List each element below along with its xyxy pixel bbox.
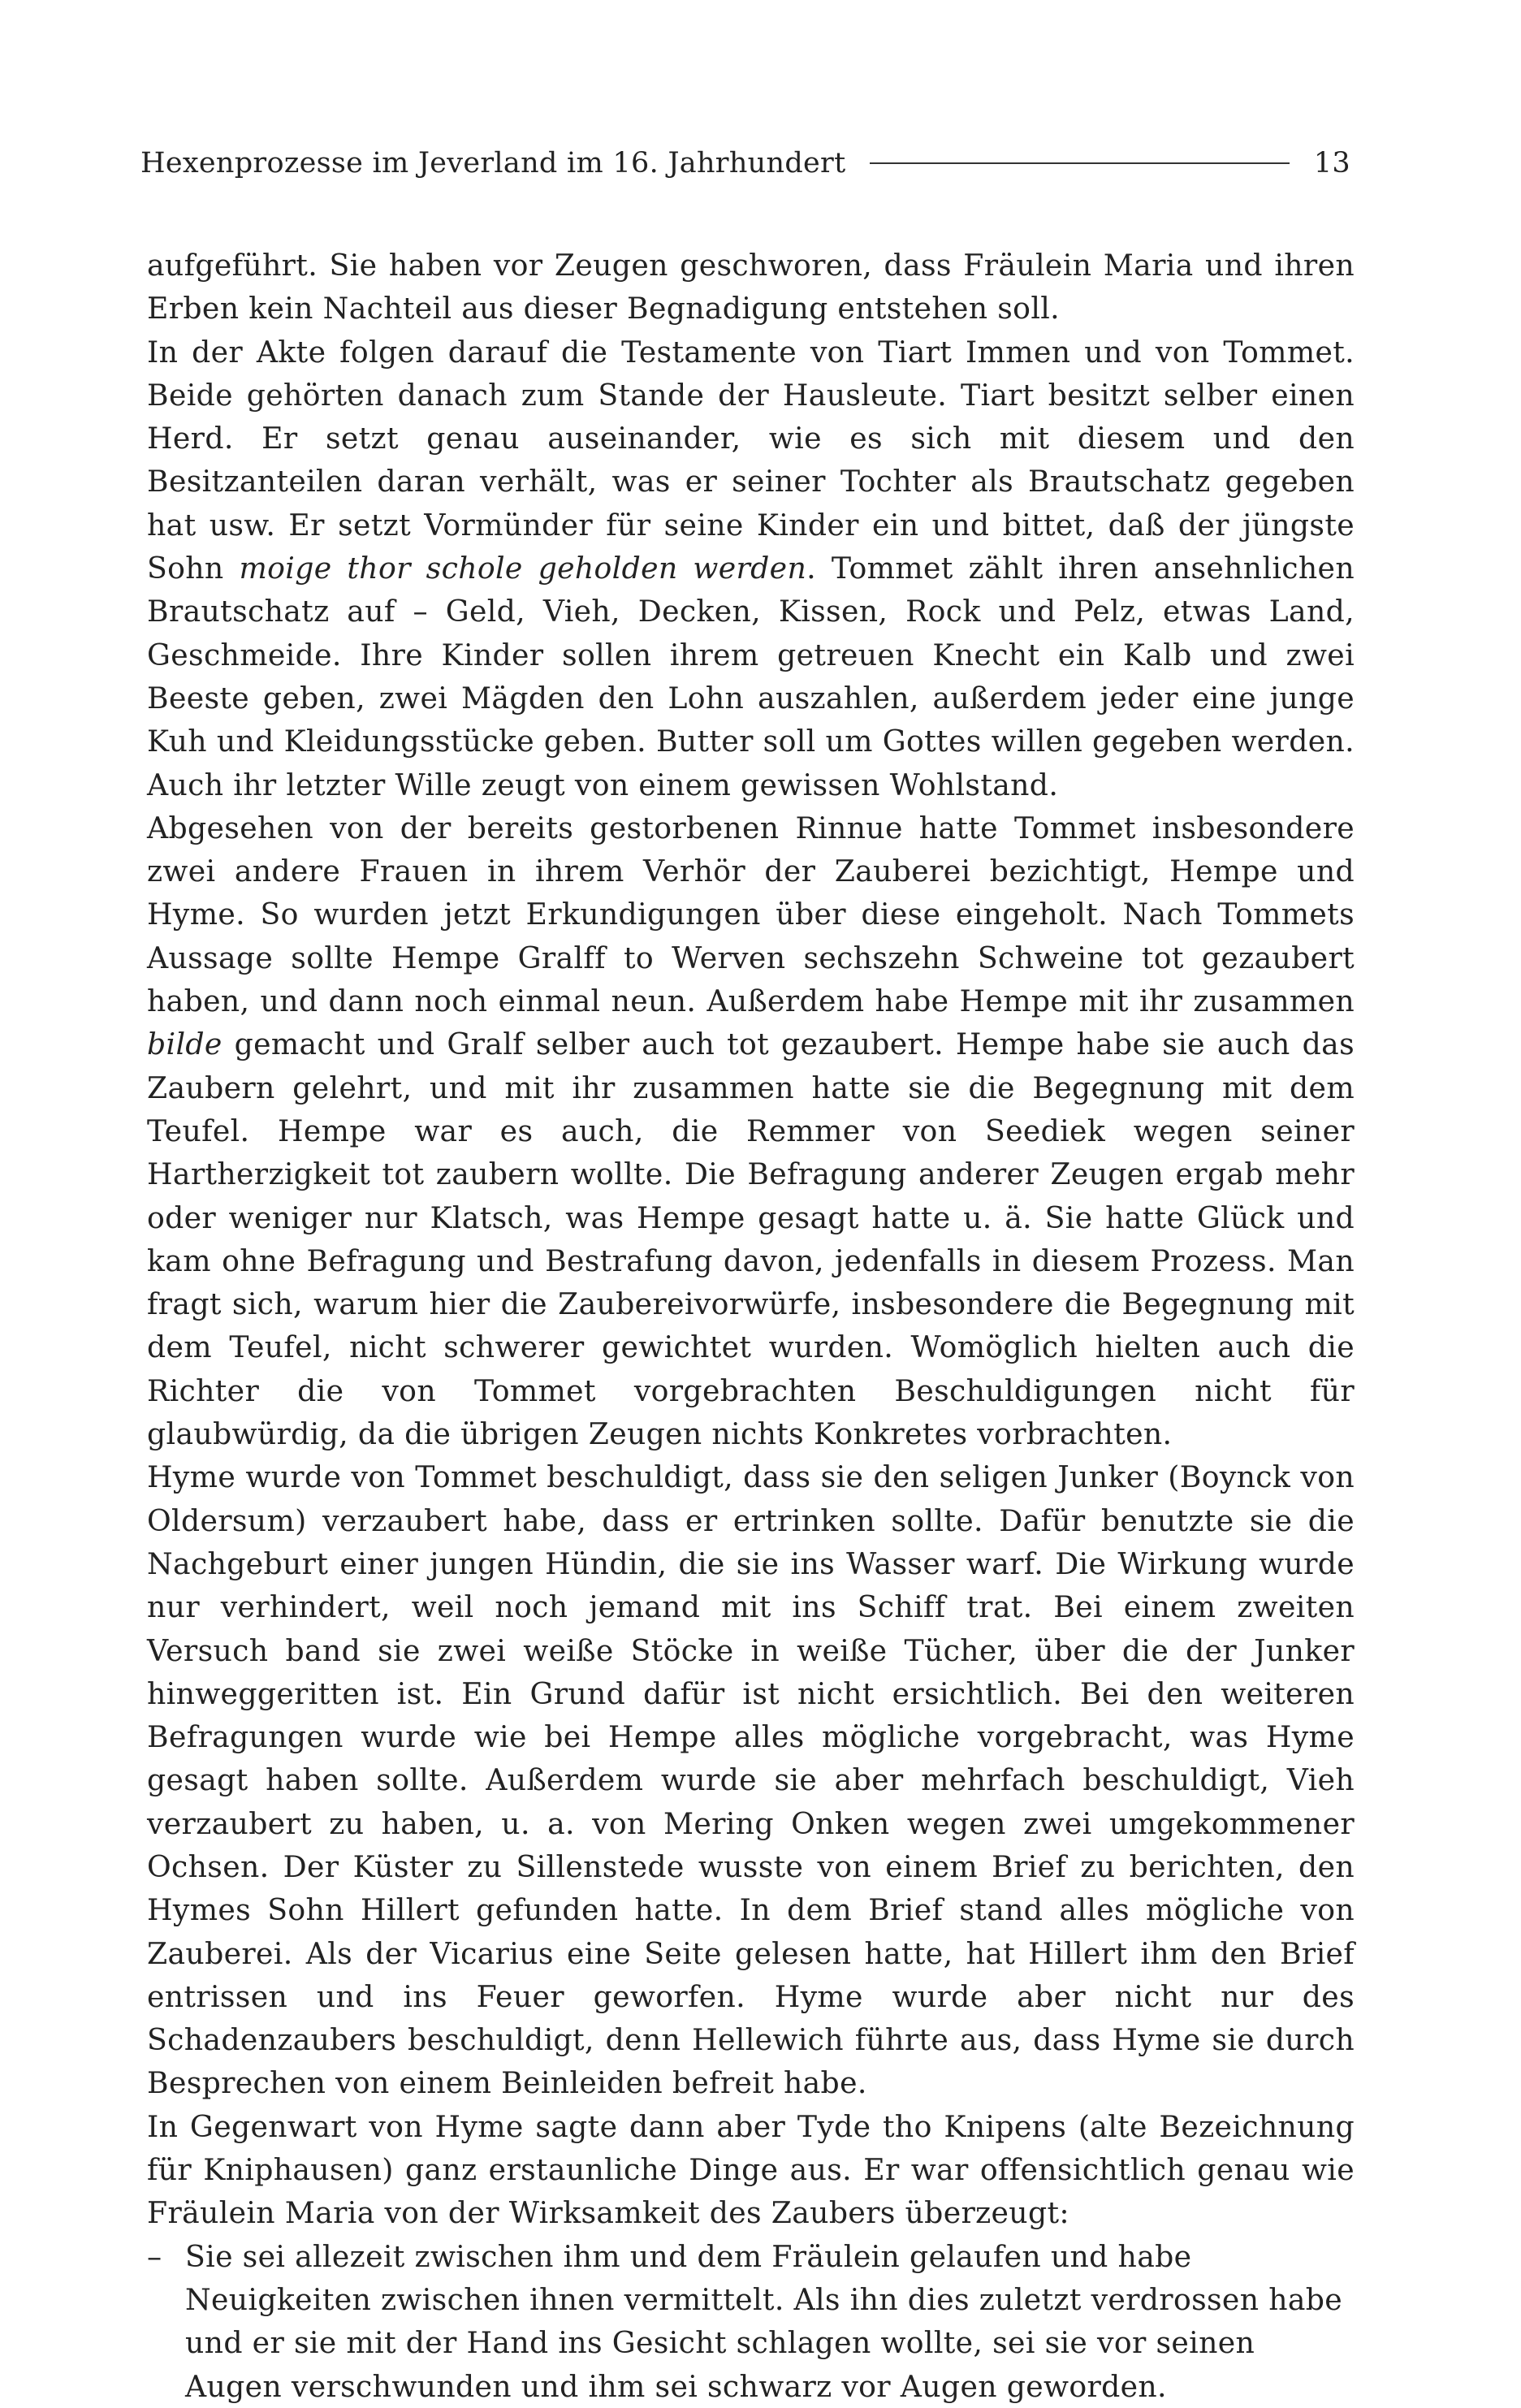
- paragraph: In Gegenwart von Hyme sagte dann aber Tyde tho Knipens (alte Bezeichnung für Kniphausen) ganz erstaunliche Dinge aus. Er war offensichtlich genau wie Fräulein Maria von der Wirksamkeit des Zaubers überzeugt:: [147, 2108, 1355, 2231]
- paragraph: [147, 806, 1355, 1455]
- list-item: [147, 2235, 1355, 2408]
- paragraph: [147, 331, 1355, 806]
- list-item-text: Sie sei allezeit zwischen ihm und dem Fräulein gelaufen und habe Neuigkeiten zwischen ihnen vermittelt. Als ihn dies zuletzt verdrossen habe und er sie mit der Hand ins Gesicht schlagen wollte, sei sie vor seinen Augen verschwunden und ihm sei schwarz vor Augen geworden.: [185, 2238, 1343, 2404]
- running-title: Hexenprozesse im Jeverland im 16. Jahrhundert: [140, 147, 846, 179]
- list-dash: –: [147, 2238, 162, 2274]
- page-number: 13: [1313, 147, 1350, 179]
- header-rule: [870, 162, 1289, 164]
- italic-term: bilde: [147, 1027, 223, 1062]
- paragraph-text: gemacht und Gralf selber auch tot gezaubert. Hempe habe sie auch das Zaubern gelehrt, und mit ihr zusammen hatte sie die Begegnung mit dem Teufel. Hempe war es auch, die Remmer von Seediek wegen seiner Hartherzigkeit tot zaubern wollte. Die Befragung anderer Zeugen ergab mehr oder weniger nur Klatsch, was Hempe gesagt hatte u. ä. Sie hatte Glück und kam ohne Befragung und Bestrafung davon, jedenfalls in diesem Prozess. Man fragt sich, warum hier die Zaubereivorwürfe, insbesondere die Begegnung mit dem Teufel, nicht schwerer gewichtet wurden. Womöglich hielten auch die Richter die von Tommet vorgebrachten Beschuldigungen nicht für glaubwürdig, da die übrigen Zeugen nichts Konkretes vorbrachten.: [147, 1027, 1355, 1452]
- italic-quote: moige thor schole geholden werden: [239, 551, 807, 586]
- paragraph-text: In der Akte folgen darauf die Testamente von Tiart Immen und von Tommet. Beide gehörten danach zum Stande der Hausleute. Tiart besitzt selber einen Herd. Er setzt genau auseinander, wie es sich mit diesem und den Besitzanteilen daran verhält, was er seiner Tochter als Brautschatz gegeben hat usw. Er setzt Vormünder für seine Kinder ein und bittet, daß der jüngste Sohn: [147, 334, 1355, 586]
- body-text: [147, 244, 1355, 2408]
- running-header: [140, 143, 1350, 184]
- paragraph: Hyme wurde von Tommet beschuldigt, dass sie den seligen Junker (Boynck von Oldersum) verzaubert habe, dass er ertrinken sollte. Dafür benutzte sie die Nachgeburt einer jungen Hündin, die sie ins Wasser warf. Die Wirkung wurde nur verhindert, weil noch jemand mit ins Schiff trat. Bei einem zweiten Versuch band sie zwei weiße Stöcke in weiße Tücher, über die der Junker hinweggeritten ist. Ein Grund dafür ist nicht ersichtlich. Bei den weiteren Befragungen wurde wie bei Hempe alles mögliche vorgebracht, was Hyme gesagt haben sollte. Außerdem wurde sie aber mehrfach beschuldigt, Vieh verzaubert zu haben, u. a. von Mering Onken wegen zwei umgekommener Ochsen. Der Küster zu Sillenstede wusste von einem Brief zu berichten, den Hymes Sohn Hillert gefunden hatte. In dem Brief stand alles mögliche von Zauberei. Als der Vicarius eine Seite gelesen hatte, hat Hillert ihm den Brief entrissen und ins Feuer geworfen. Hyme wurde aber nicht nur des Schadenzaubers beschuldigt, denn Hellewich führte aus, dass Hyme sie durch Besprechen von einem Beinleiden befreit habe.: [147, 1459, 1355, 2101]
- paragraph-text: Abgesehen von der bereits gestorbenen Rinnue hatte Tommet insbesondere zwei andere Frauen in ihrem Verhör der Zauberei bezichtigt, Hempe und Hyme. So wurden jetzt Erkundigungen über diese eingeholt. Nach Tommets Aussage sollte Hempe Gralff to Werven sechszehn Schweine tot gezaubert haben, und dann noch einmal neun. Außerdem habe Hempe mit ihr zusammen: [147, 810, 1355, 1019]
- paragraph: aufgeführt. Sie haben vor Zeugen geschworen, dass Fräulein Maria und ihren Erben kein Nachteil aus dieser Begnadigung entstehen soll.: [147, 248, 1355, 326]
- paragraph-text: . Tommet zählt ihren ansehnlichen Brautschatz auf – Geld, Vieh, Decken, Kissen, Rock und Pelz, etwas Land, Geschmeide. Ihre Kinder sollen ihrem getreuen Knecht ein Kalb und zwei Beeste geben, zwei Mägden den Lohn auszahlen, außerdem jeder eine junge Kuh und Kleidungsstücke geben. Butter soll um Gottes willen gegeben werden. Auch ihr letzter Wille zeugt von einem gewissen Wohlstand.: [147, 551, 1355, 802]
